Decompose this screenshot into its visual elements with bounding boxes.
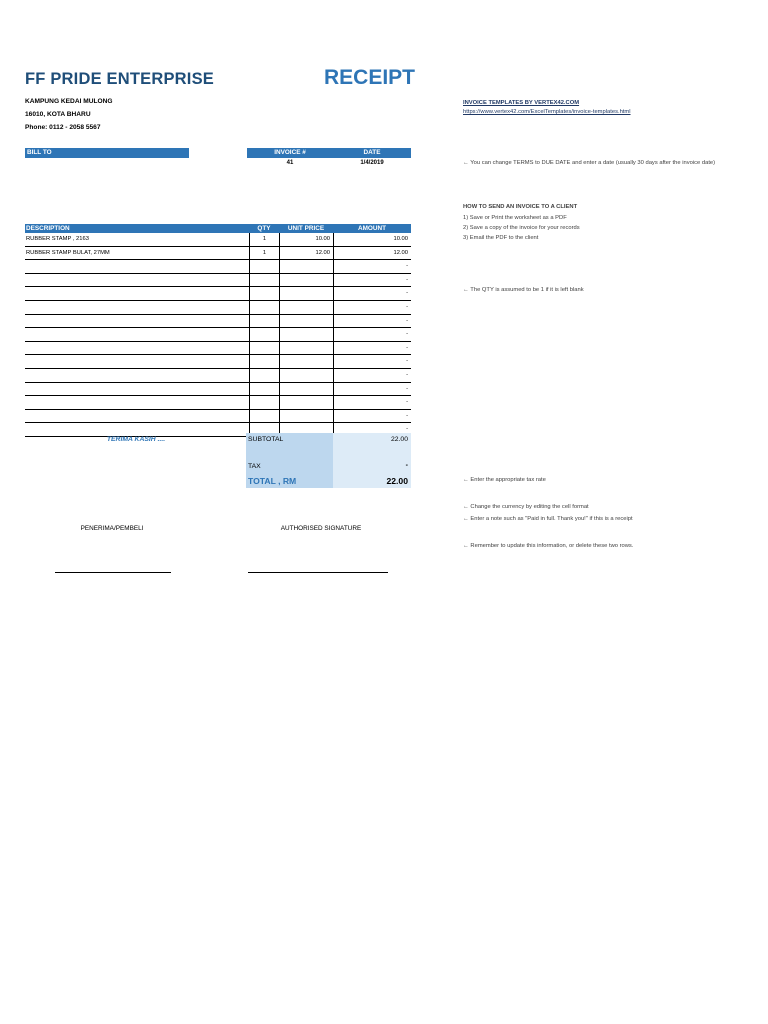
paid-note: ← Enter a note such as "Paid in full. Thank you!" if this is a receipt: [463, 516, 633, 522]
buyer-signature-label: PENERIMA/PEMBELI: [80, 525, 144, 532]
currency-note: ← Change the currency by editing the cell format: [463, 504, 589, 510]
table-row: [25, 328, 411, 342]
document-title: RECEIPT: [324, 66, 416, 89]
date-value: 1/4/2019: [360, 160, 384, 166]
table-row: [25, 369, 411, 383]
thank-you-note: TERIMA KASIH ....: [106, 436, 166, 443]
item-description: [25, 383, 249, 396]
item-unit-price: [279, 315, 333, 328]
tax-rate-note: ← Enter the appropriate tax rate: [463, 477, 546, 483]
item-unit-price: [279, 396, 333, 409]
subtotal-label: SUBTOTAL: [248, 436, 284, 443]
item-amount: 10.00: [333, 233, 411, 246]
invoice-number-label: INVOICE #: [274, 149, 306, 156]
authorised-signature-label: AUTHORISED SIGNATURE: [280, 525, 362, 532]
total-label: TOTAL , RM: [248, 476, 297, 486]
authorised-signature-line: [248, 572, 388, 573]
items-table-body: [25, 233, 411, 437]
item-qty: [249, 301, 279, 314]
table-row: [25, 342, 411, 356]
item-qty: [249, 396, 279, 409]
item-unit-price: [279, 287, 333, 300]
table-row: [25, 247, 411, 261]
item-unit-price: [279, 260, 333, 273]
item-qty: [249, 342, 279, 355]
how-step-2: 2) Save a copy of the invoice for your records: [463, 225, 580, 231]
bill-to-header: [25, 148, 189, 158]
item-amount: -: [333, 287, 411, 300]
col-description: DESCRIPTION: [26, 225, 70, 232]
item-amount: -: [333, 396, 411, 409]
item-description: [25, 342, 249, 355]
item-description: [25, 410, 249, 423]
qty-note: ← The QTY is assumed to be 1 if it is left blank: [463, 287, 584, 293]
item-description: [25, 274, 249, 287]
item-unit-price: [279, 342, 333, 355]
item-unit-price: [279, 355, 333, 368]
item-amount: -: [333, 410, 411, 423]
item-amount: -: [333, 274, 411, 287]
total-value: 22.00: [386, 476, 408, 486]
terms-note: ← You can change TERMS to DUE DATE and enter a date (usually 30 days after the invoice date): [463, 160, 716, 166]
how-step-1: 1) Save or Print the worksheet as a PDF: [463, 215, 567, 221]
item-description: RUBBER STAMP , 2163: [26, 236, 89, 242]
item-amount: -: [333, 383, 411, 396]
buyer-signature-line: [55, 572, 171, 573]
address-line-1: KAMPUNG KEDAI MULONG: [25, 98, 113, 105]
address-line-2: 16010, KOTA BHARU: [25, 111, 91, 118]
item-unit-price: [279, 301, 333, 314]
item-description: [25, 315, 249, 328]
item-unit-price: [279, 328, 333, 341]
item-qty: [249, 369, 279, 382]
item-amount: 12.00: [333, 247, 411, 260]
item-amount: -: [333, 301, 411, 314]
item-qty: 1: [249, 233, 279, 246]
item-amount: -: [333, 355, 411, 368]
item-description: [25, 355, 249, 368]
company-name: FF PRIDE ENTERPRISE: [25, 70, 214, 88]
item-unit-price: 10.00: [279, 233, 333, 246]
table-row: [25, 383, 411, 397]
item-qty: [249, 315, 279, 328]
col-unit-price: UNIT PRICE: [287, 225, 325, 232]
how-step-3: 3) Email the PDF to the client: [463, 235, 539, 241]
item-qty: [249, 274, 279, 287]
item-description: [25, 369, 249, 382]
item-qty: [249, 410, 279, 423]
invoice-date-header: [247, 148, 411, 158]
table-row: [25, 355, 411, 369]
item-qty: [249, 328, 279, 341]
item-qty: [249, 383, 279, 396]
item-amount: -: [333, 342, 411, 355]
table-row: [25, 315, 411, 329]
item-unit-price: [279, 383, 333, 396]
table-row: [25, 260, 411, 274]
item-amount: -: [333, 423, 411, 436]
col-amount: AMOUNT: [357, 225, 387, 232]
subtotal-value: 22.00: [390, 436, 408, 443]
table-row: [25, 301, 411, 315]
invoice-number-value: 41: [286, 160, 294, 166]
table-row: [25, 274, 411, 288]
item-description: [25, 260, 249, 273]
item-description: [25, 396, 249, 409]
item-unit-price: [279, 274, 333, 287]
table-row: [25, 410, 411, 424]
vertex-title-link[interactable]: INVOICE TEMPLATES BY VERTEX42.COM: [463, 100, 580, 106]
item-qty: [249, 355, 279, 368]
item-amount: -: [333, 315, 411, 328]
item-amount: -: [333, 369, 411, 382]
item-qty: 1: [249, 247, 279, 260]
table-row: [25, 396, 411, 410]
item-description: [25, 301, 249, 314]
table-row: [25, 233, 411, 247]
tax-value: -: [405, 462, 408, 469]
item-amount: -: [333, 260, 411, 273]
item-unit-price: [279, 410, 333, 423]
bill-to-label: BILL TO: [27, 149, 52, 156]
item-unit-price: [279, 369, 333, 382]
vertex-url-link[interactable]: https://www.vertex42.com/ExcelTemplates/invoice-templates.html: [463, 109, 631, 115]
item-unit-price: 12.00: [279, 247, 333, 260]
col-qty: QTY: [257, 225, 271, 232]
item-description: [25, 328, 249, 341]
item-description: [25, 423, 249, 436]
item-description: RUBBER STAMP BULAT, 27MM: [26, 249, 110, 256]
how-to-send-title: HOW TO SEND AN INVOICE TO A CLIENT: [463, 204, 578, 210]
table-row: [25, 287, 411, 301]
items-table-header: [25, 224, 411, 233]
item-qty: [249, 260, 279, 273]
item-amount: -: [333, 328, 411, 341]
item-qty: [249, 287, 279, 300]
remember-note: ← Remember to update this information, or delete these two rows.: [463, 543, 634, 549]
date-label: DATE: [363, 149, 381, 156]
tax-label: TAX: [248, 463, 261, 470]
item-description: [25, 287, 249, 300]
phone-number: Phone: 0112 - 2058 5567: [25, 124, 101, 131]
